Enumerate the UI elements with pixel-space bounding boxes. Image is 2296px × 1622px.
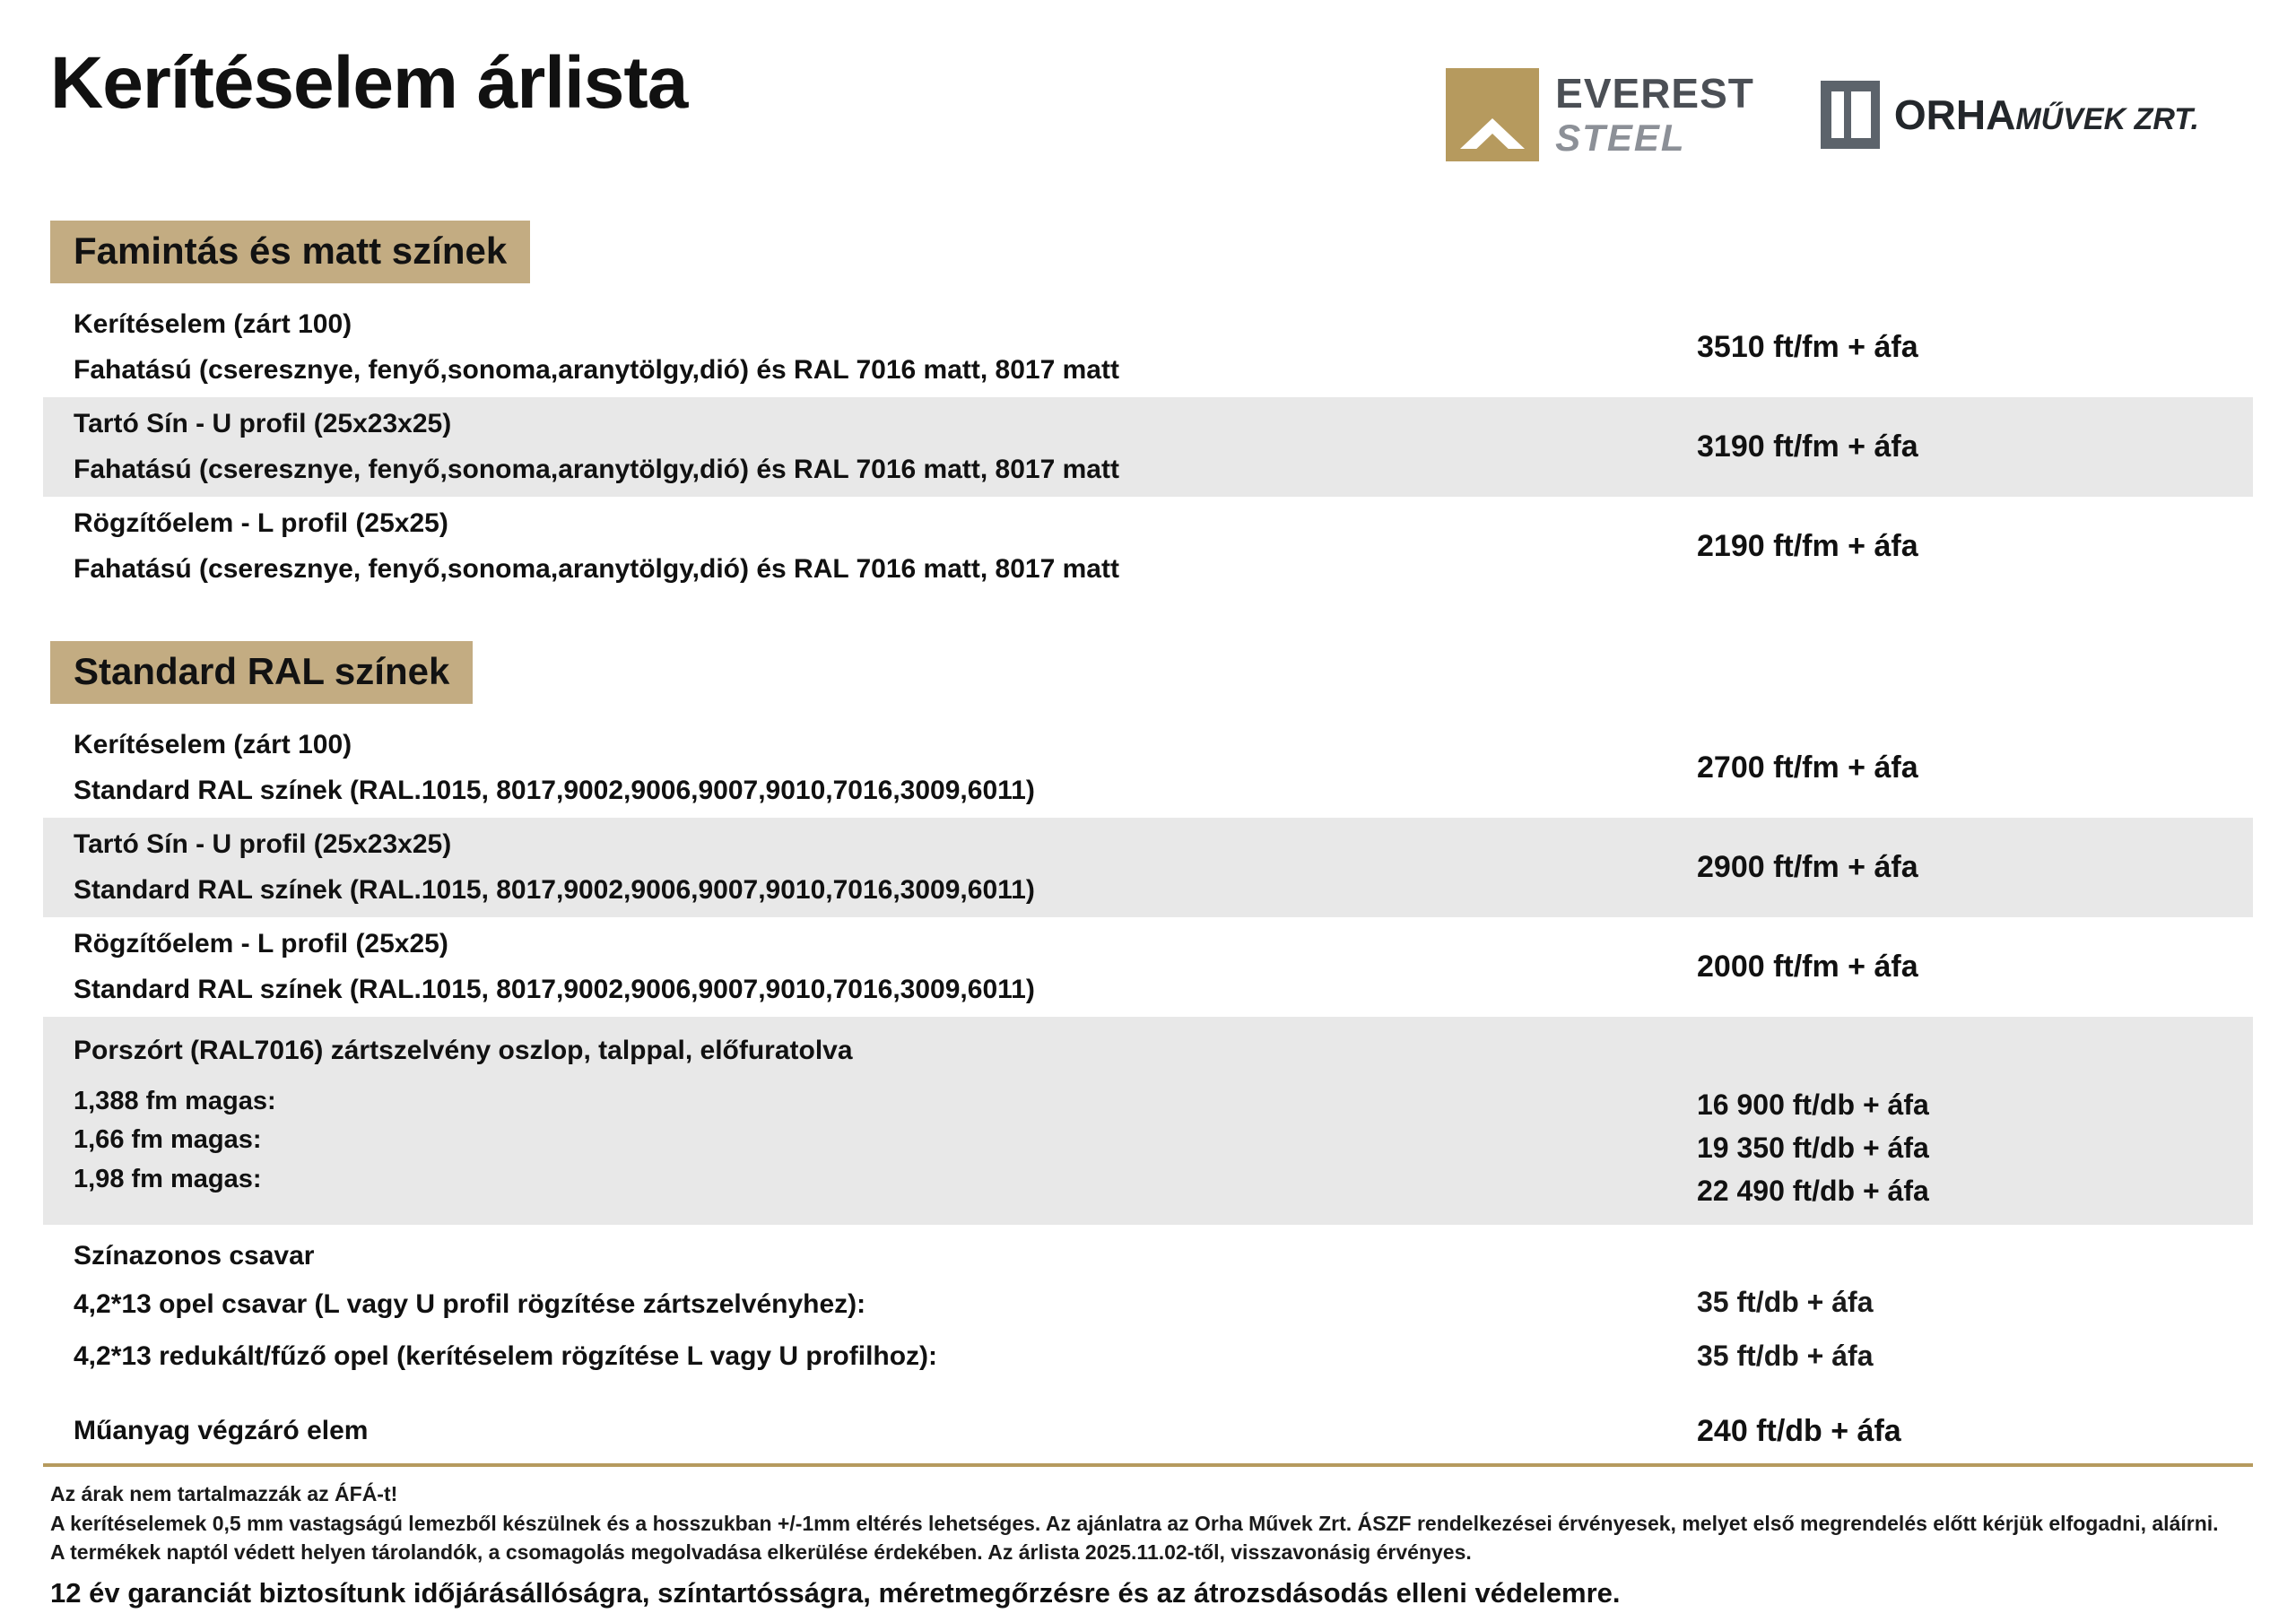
- item-name: Rögzítőelem - L profil (25x25): [74, 508, 448, 538]
- screw-label: 4,2*13 opel csavar (L vagy U profil rögzítése zártszelvényhez):: [74, 1289, 866, 1319]
- item-description: Standard RAL színek (RAL.1015, 8017,9002,9006,9007,9010,7016,3009,6011): [74, 874, 1035, 905]
- footer-line-terms: A kerítéselemek 0,5 mm vastagságú lemezből készülnek és a hosszukban +/-1mm eltérés lehetséges. Az ajánlatra az Orha Művek Zrt. ÁSZF rendelkezései érvényesek, melyet első megrendelés előtt kérjük elfogadni, aláírni.: [50, 1511, 2219, 1535]
- table-row: [43, 917, 2253, 1017]
- logo-group: [1446, 47, 2199, 161]
- section-heading-standard-ral: Standard RAL színek: [50, 641, 473, 704]
- footer-line-vat: Az árak nem tartalmazzák az ÁFÁ-t!: [50, 1481, 398, 1505]
- item-price: 2190 ft/fm + áfa: [1697, 529, 1918, 563]
- table-row: [43, 718, 2253, 818]
- page-header: [43, 0, 2253, 161]
- screw-price: 35 ft/db + áfa: [1697, 1286, 1874, 1318]
- section-heading-famintas: Famintás és matt színek: [50, 221, 530, 283]
- footer-line-storage: A termékek naptól védett helyen tárolandók, a csomagolás megolvadása elkerülése érdekében. Az árlista 2025.11.02-től, visszavonásig érvényes.: [50, 1540, 1472, 1565]
- table-row-posts: [43, 1017, 2253, 1225]
- item-description: Standard RAL színek (RAL.1015, 8017,9002,9006,9007,9010,7016,3009,6011): [74, 775, 1035, 805]
- item-description: Fahatású (cseresznye, fenyő,sonoma,aranytölgy,dió) és RAL 7016 matt, 8017 matt: [74, 454, 1119, 484]
- everest-logo-line1: EVEREST: [1555, 70, 1754, 117]
- item-name: Tartó Sín - U profil (25x23x25): [74, 409, 452, 438]
- orha-logo-text: [1894, 91, 2199, 139]
- orha-building-icon: [1821, 81, 1880, 149]
- table-row: [43, 497, 2253, 596]
- table-row: [43, 397, 2253, 497]
- item-price: 3190 ft/fm + áfa: [1697, 429, 1918, 464]
- item-name: Rögzítőelem - L profil (25x25): [74, 929, 448, 958]
- footer-notes: [43, 1463, 2253, 1609]
- everest-logo-line2: STEEL: [1555, 117, 1686, 159]
- item-name: Műanyag végzáró elem: [74, 1416, 369, 1445]
- famintas-rows: [43, 298, 2253, 596]
- table-row-end-cap: [43, 1408, 2253, 1461]
- screw-label: 4,2*13 redukált/fűző opel (kerítéselem rögzítése L vagy U profilhoz):: [74, 1341, 938, 1371]
- post-height-label: 1,66 fm magas:: [74, 1125, 262, 1154]
- table-row-screws: [43, 1225, 2253, 1408]
- item-price: 2900 ft/fm + áfa: [1697, 850, 1918, 884]
- item-name: Tartó Sín - U profil (25x23x25): [74, 829, 452, 859]
- post-price: 19 350 ft/db + áfa: [1697, 1132, 1929, 1164]
- item-name: Kerítéselem (zárt 100): [74, 309, 352, 339]
- item-price: 2000 ft/fm + áfa: [1697, 950, 1918, 984]
- screw-price: 35 ft/db + áfa: [1697, 1340, 1874, 1372]
- item-description: Fahatású (cseresznye, fenyő,sonoma,aranytölgy,dió) és RAL 7016 matt, 8017 matt: [74, 354, 1119, 385]
- orha-name: ORHA: [1893, 91, 2016, 138]
- table-row: [43, 818, 2253, 917]
- post-height-label: 1,98 fm magas:: [74, 1164, 262, 1193]
- table-row: [43, 298, 2253, 397]
- item-price: 2700 ft/fm + áfa: [1697, 750, 1918, 785]
- item-name: Kerítéselem (zárt 100): [74, 730, 352, 759]
- footer-warranty: 12 év garanciát biztosítunk időjárásállóságra, színtartósságra, méretmegőrzésre és az átrozsdásodás elleni védelemre.: [50, 1576, 1621, 1609]
- orha-muvek-logo: [1821, 81, 2199, 149]
- item-price: 3510 ft/fm + áfa: [1697, 330, 1918, 364]
- item-description: Standard RAL színek (RAL.1015, 8017,9002,9006,9007,9010,7016,3009,6011): [74, 974, 1035, 1004]
- everest-steel-logo: [1446, 68, 1754, 161]
- everest-mountain-icon: [1446, 68, 1539, 161]
- item-name: Színazonos csavar: [74, 1241, 315, 1271]
- section-standard-ral: [43, 641, 2253, 1461]
- standard-ral-rows: [43, 718, 2253, 1461]
- section-famintas: [43, 221, 2253, 596]
- orha-suffix: MŰVEK ZRT.: [2015, 102, 2199, 136]
- post-price: 22 490 ft/db + áfa: [1697, 1175, 1929, 1207]
- everest-logo-text: [1555, 70, 1754, 159]
- item-price: 240 ft/db + áfa: [1697, 1413, 1901, 1448]
- page-title: Kerítéselem árlista: [50, 42, 688, 124]
- post-height-label: 1,388 fm magas:: [74, 1086, 276, 1115]
- item-description: Fahatású (cseresznye, fenyő,sonoma,aranytölgy,dió) és RAL 7016 matt, 8017 matt: [74, 553, 1119, 584]
- item-name: Porszórt (RAL7016) zártszelvény oszlop, talppal, előfuratolva: [74, 1036, 853, 1065]
- post-price: 16 900 ft/db + áfa: [1697, 1089, 1929, 1121]
